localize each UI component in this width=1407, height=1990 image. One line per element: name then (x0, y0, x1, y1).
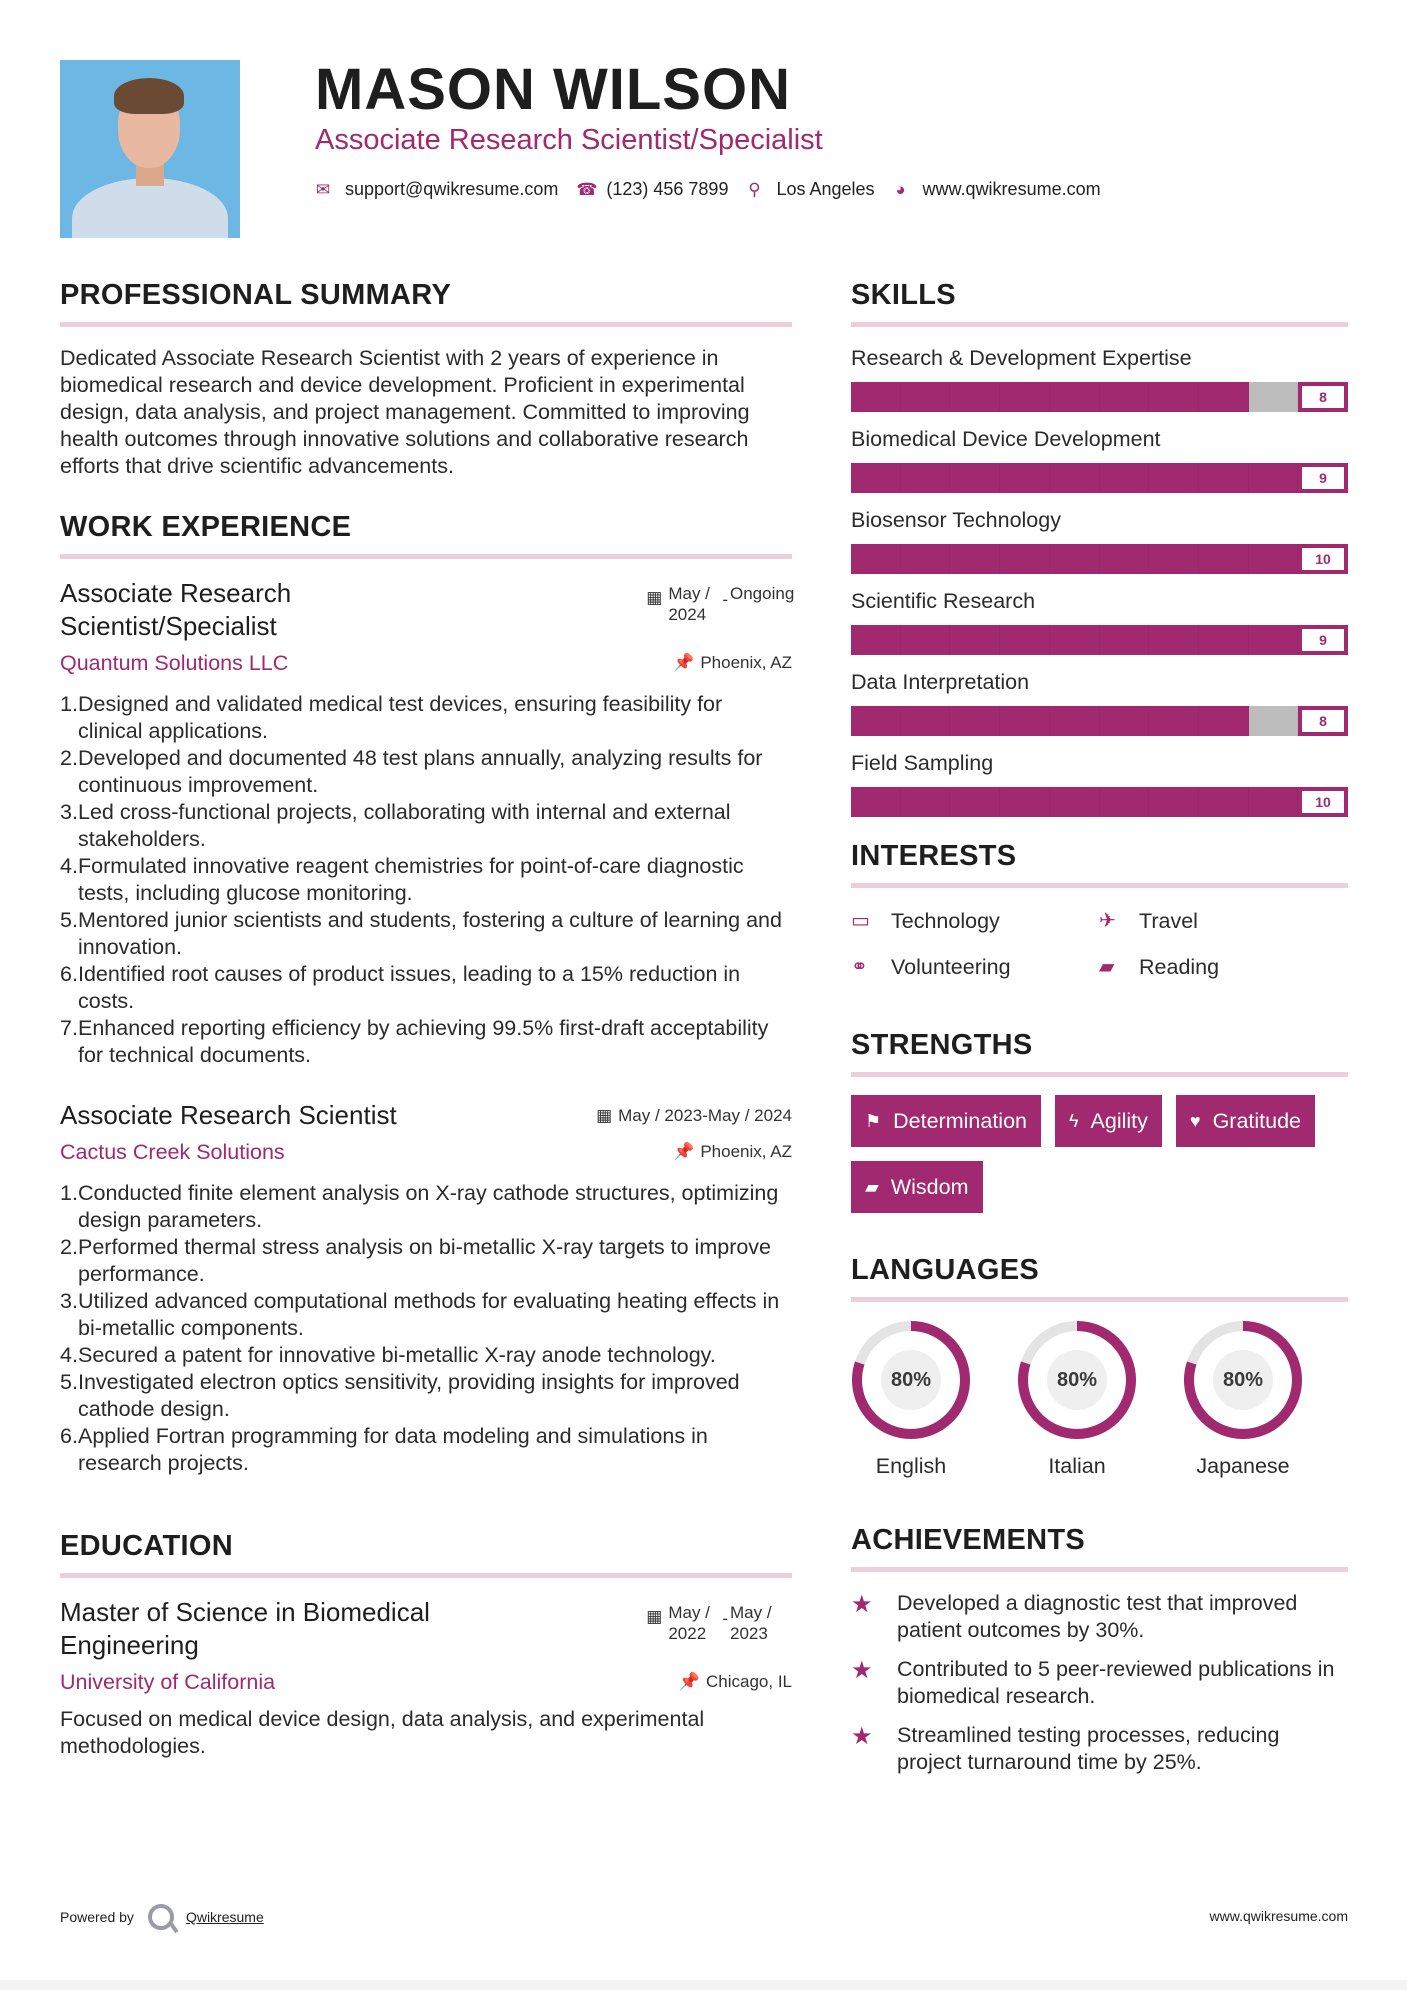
rating-segment (1000, 463, 1050, 493)
rating-segment (851, 382, 901, 412)
date-separator: - (722, 1609, 728, 1628)
section-title: SKILLS (851, 279, 956, 311)
contact-location (746, 179, 874, 200)
contact-website[interactable] (893, 179, 1101, 200)
rating-segment (1149, 787, 1199, 817)
phone-text[interactable]: (123) 456 7899 (606, 179, 729, 199)
rating-segment (851, 625, 901, 655)
bolt-icon: ϟ (1068, 1110, 1079, 1131)
skill-label: Data Interpretation (851, 670, 1030, 694)
rating-segment (1100, 463, 1150, 493)
rating-segment (1199, 544, 1249, 574)
date-start: May / 2022 (668, 1603, 710, 1643)
company-name: Cactus Creek Solutions (60, 1140, 285, 1164)
achievement-item: ★ Contributed to 5 peer-reviewed publications in biomedical research. (851, 1657, 1335, 1708)
skill-label: Field Sampling (851, 751, 994, 775)
list-item: 5. Mentored junior scientists and students, fostering a culture of learning and innovation. (60, 908, 782, 959)
education-dates (646, 1602, 792, 1644)
skill-item (851, 507, 1348, 574)
language-item (1183, 1320, 1303, 1479)
website-link[interactable]: www.qwikresume.com (922, 179, 1101, 199)
rating-segment (901, 706, 951, 736)
rating-segment (1149, 706, 1199, 736)
map-marker-icon: ⚲ (748, 179, 761, 199)
section-title: STRENGTHS (851, 1029, 1033, 1061)
candidate-role: Associate Research Scientist/Specialist (315, 124, 823, 156)
section-title: LANGUAGES (851, 1254, 1039, 1286)
skill-score-badge: 9 (1298, 463, 1348, 493)
list-item: 1. Conducted finite element analysis on X-ray cathode structures, optimizing design parameters. (60, 1181, 779, 1232)
footer-powered-by (60, 1904, 264, 1930)
rating-segment (1199, 463, 1249, 493)
rating-segment (1100, 625, 1150, 655)
rating-segment (1000, 382, 1050, 412)
job-bullets (60, 1180, 792, 1477)
section-title: INTERESTS (851, 840, 1017, 872)
summary-section (60, 278, 792, 480)
strength-badge: ⚑ Determination (851, 1095, 1041, 1147)
school-name: University of California (60, 1670, 276, 1694)
skill-label: Biosensor Technology (851, 508, 1061, 532)
job-title: Associate Research Scientist (60, 1100, 397, 1130)
rating-segment (1100, 544, 1150, 574)
date-separator: - (722, 590, 728, 609)
globe-icon: ◕ (895, 179, 906, 199)
company-name: Quantum Solutions LLC (60, 651, 289, 675)
rating-segment (1149, 625, 1199, 655)
profile-photo (60, 60, 240, 238)
rating-segment (1100, 382, 1150, 412)
location-text: Phoenix, AZ (700, 653, 792, 672)
skill-item (851, 750, 1348, 817)
date-start: May / 2024 (668, 584, 710, 624)
contact-bar (315, 179, 1119, 200)
section-divider (851, 322, 1348, 327)
job-title: Associate Research Scientist/Specialist (60, 578, 292, 641)
rating-segment (1100, 706, 1150, 736)
languages-section (851, 1253, 1348, 1479)
rating-segment (901, 382, 951, 412)
skill-rating-bar (851, 787, 1348, 817)
language-progress-ring (851, 1320, 971, 1440)
rating-segment (1149, 463, 1199, 493)
language-percent: 80% (1047, 1350, 1107, 1410)
rating-segment (1000, 625, 1050, 655)
rating-segment (950, 787, 1000, 817)
rating-segment (901, 625, 951, 655)
rating-segment (1050, 625, 1100, 655)
rating-segment (1000, 544, 1050, 574)
list-item: 2. Developed and documented 48 test plans annually, analyzing results for continuous improvement. (60, 746, 763, 797)
rating-segment (950, 625, 1000, 655)
rating-segment (950, 463, 1000, 493)
language-name: English (875, 1454, 947, 1478)
phone-icon: ☎ (576, 179, 598, 199)
skill-rating-bar (851, 625, 1348, 655)
skill-score-badge: 10 (1298, 544, 1348, 574)
job-dates (596, 1105, 792, 1126)
achievement-item: ★ Streamlined testing processes, reducing project turnaround time by 25%. (851, 1723, 1280, 1774)
interests-section (851, 839, 1348, 982)
page-bottom-band (0, 1980, 1407, 1990)
rating-segment (1249, 463, 1299, 493)
rating-segment (1000, 706, 1050, 736)
skill-score-badge: 9 (1298, 625, 1348, 655)
rating-segment (1100, 787, 1150, 817)
skills-section (851, 278, 1348, 817)
job-entry (60, 577, 795, 1069)
skill-label: Research & Development Expertise (851, 346, 1192, 370)
skill-score-badge: 8 (1298, 706, 1348, 736)
left-column (60, 278, 795, 1760)
rating-segment (950, 544, 1000, 574)
section-title: ACHIEVEMENTS (851, 1524, 1086, 1556)
interest-technology: ▭ Technology (851, 906, 1099, 936)
job-entry (60, 1099, 792, 1477)
section-title: PROFESSIONAL SUMMARY (60, 279, 452, 311)
rating-segment (1249, 706, 1299, 736)
languages-list (851, 1320, 1348, 1479)
rating-segment (1149, 382, 1199, 412)
laptop-icon: ▭ (851, 910, 870, 932)
rating-segment (1249, 382, 1299, 412)
footer-website-link[interactable]: www.qwikresume.com (1209, 1908, 1348, 1924)
rating-segment (851, 544, 901, 574)
email-text[interactable]: support@qwikresume.com (345, 179, 559, 199)
heart-icon: ♥ (1189, 1110, 1201, 1131)
skill-rating-bar (851, 544, 1348, 574)
skills-list (851, 345, 1348, 817)
rating-segment (1149, 544, 1199, 574)
section-divider (60, 322, 792, 327)
achievement-item: ★ Developed a diagnostic test that improved patient outcomes by 30%. (851, 1591, 1298, 1642)
list-item: 2. Performed thermal stress analysis on bi-metallic X-ray targets to improve performance. (60, 1235, 772, 1286)
star-icon: ★ (851, 1723, 873, 1750)
list-item: 4. Secured a patent for innovative bi-metallic X-ray anode technology. (60, 1343, 716, 1367)
section-divider (851, 883, 1348, 888)
degree-title: Master of Science in Biomedical Engineering (60, 1597, 430, 1660)
calendar-icon: ▦ (596, 1106, 613, 1125)
strength-badge: ♥ Gratitude (1176, 1095, 1315, 1147)
list-item: 3. Utilized advanced computational methods for evaluating heating effects in bi-metallic components. (60, 1289, 780, 1340)
achievements-section (851, 1523, 1348, 1776)
rating-segment (1050, 544, 1100, 574)
qwikresume-link[interactable]: Qwikresume (185, 1909, 264, 1925)
language-percent: 80% (1213, 1350, 1273, 1410)
handshake-icon: ⚭ (851, 956, 868, 978)
envelope-icon: ✉ (315, 179, 331, 199)
list-item: 3. Led cross-functional projects, collaborating with internal and external stakeholders. (60, 800, 731, 851)
section-divider (851, 1567, 1348, 1572)
strength-badge: ϟ Agility (1055, 1095, 1162, 1147)
skill-score-badge: 10 (1298, 787, 1348, 817)
rating-segment (1050, 787, 1100, 817)
rating-segment (1050, 706, 1100, 736)
skill-label: Scientific Research (851, 589, 1036, 613)
skill-item (851, 588, 1348, 655)
calendar-icon: ▦ (646, 1607, 663, 1626)
photo-hair (114, 78, 184, 114)
book-icon: ▰ (865, 1176, 879, 1197)
contact-email[interactable] (315, 179, 558, 200)
skill-item (851, 345, 1348, 412)
powered-by-label: Powered by (60, 1909, 134, 1925)
rating-segment (1050, 382, 1100, 412)
photo-shirt (72, 178, 228, 238)
language-progress-ring (1017, 1320, 1137, 1440)
interest-travel: ✈ Travel (1099, 906, 1339, 936)
language-progress-ring (1183, 1320, 1303, 1440)
contact-phone[interactable] (576, 179, 728, 200)
right-column (851, 278, 1348, 1788)
skill-label: Biomedical Device Development (851, 427, 1161, 451)
rating-segment (851, 706, 901, 736)
section-divider (60, 554, 792, 559)
section-title: WORK EXPERIENCE (60, 511, 352, 543)
strengths-section (851, 1028, 1348, 1213)
rating-segment (1199, 382, 1249, 412)
location-text: Phoenix, AZ (700, 1142, 792, 1161)
language-item (851, 1320, 971, 1479)
rating-segment (1000, 787, 1050, 817)
education-section (60, 1529, 792, 1760)
language-item (1017, 1320, 1137, 1479)
pushpin-icon: 📌 (673, 1142, 695, 1161)
qwikresume-logo-icon (148, 1904, 174, 1930)
pushpin-icon: 📌 (678, 1672, 700, 1691)
location-text: Los Angeles (776, 179, 875, 199)
star-icon: ★ (851, 1591, 873, 1618)
language-name: Japanese (1196, 1454, 1290, 1478)
skill-score-badge: 8 (1298, 382, 1348, 412)
rating-segment (851, 787, 901, 817)
job-location (673, 653, 792, 673)
skill-item (851, 426, 1348, 493)
list-item: 4. Formulated innovative reagent chemistries for point-of-care diagnostic tests, including glucose monitoring. (60, 854, 744, 905)
skill-rating-bar (851, 706, 1348, 736)
list-item: 6. Identified root causes of product issues, leading to a 15% reduction in costs. (60, 962, 741, 1013)
list-item: 5. Investigated electron optics sensitivity, providing insights for improved cathode design. (60, 1370, 740, 1421)
rating-segment (1199, 706, 1249, 736)
list-item: 6. Applied Fortran programming for data modeling and simulations in research projects. (60, 1424, 708, 1475)
rating-segment (901, 787, 951, 817)
language-name: Italian (1048, 1454, 1106, 1478)
strengths-list (851, 1095, 1348, 1213)
rating-segment (1199, 787, 1249, 817)
skill-item (851, 669, 1348, 736)
job-bullets (60, 691, 792, 1069)
flag-icon: ⚑ (865, 1110, 882, 1131)
job-location (673, 1142, 792, 1162)
rating-segment (1249, 625, 1299, 655)
rating-segment (1249, 544, 1299, 574)
section-divider (851, 1297, 1348, 1302)
rating-segment (901, 463, 951, 493)
skill-rating-bar (851, 463, 1348, 493)
strength-badge: ▰ Wisdom (851, 1161, 983, 1213)
star-icon: ★ (851, 1657, 873, 1684)
date-range: May / 2023-May / 2024 (618, 1106, 792, 1125)
section-divider (60, 1573, 792, 1578)
rating-segment (851, 463, 901, 493)
date-end: Ongoing (730, 584, 795, 603)
rating-segment (950, 706, 1000, 736)
section-title: EDUCATION (60, 1530, 233, 1562)
school-location (679, 1672, 792, 1692)
candidate-name: MASON WILSON (315, 57, 791, 122)
book-icon: ▰ (1099, 956, 1115, 978)
interest-reading: ▰ Reading (1099, 952, 1339, 982)
summary-text: Dedicated Associate Research Scientist with 2 years of experience in biomedical research and device development. Proficient in experimental design, data analysis, and project management. Committed to improving health outcomes through innovative solutions and collaborative research efforts that drive scientific advancements. (60, 346, 750, 478)
section-divider (851, 1072, 1348, 1077)
education-description: Focused on medical device design, data analysis, and experimental methodologies. (60, 1707, 705, 1758)
calendar-icon: ▦ (646, 588, 663, 607)
job-dates (646, 583, 795, 625)
pushpin-icon: 📌 (673, 653, 695, 672)
interests-grid (851, 906, 1348, 982)
experience-section (60, 510, 795, 1477)
list-item: 7. Enhanced reporting efficiency by achieving 99.5% first-draft acceptability for technical documents. (60, 1016, 769, 1067)
rating-segment (1199, 625, 1249, 655)
rating-segment (950, 382, 1000, 412)
skill-rating-bar (851, 382, 1348, 412)
list-item: 1. Designed and validated medical test devices, ensuring feasibility for clinical applications. (60, 692, 723, 743)
rating-segment (1249, 787, 1299, 817)
language-percent: 80% (881, 1350, 941, 1410)
location-text: Chicago, IL (706, 1672, 792, 1691)
date-end: May / 2023 (730, 1603, 772, 1643)
plane-icon: ✈ (1099, 910, 1116, 932)
rating-segment (901, 544, 951, 574)
interest-volunteering: ⚭ Volunteering (851, 952, 1099, 982)
rating-segment (1050, 463, 1100, 493)
